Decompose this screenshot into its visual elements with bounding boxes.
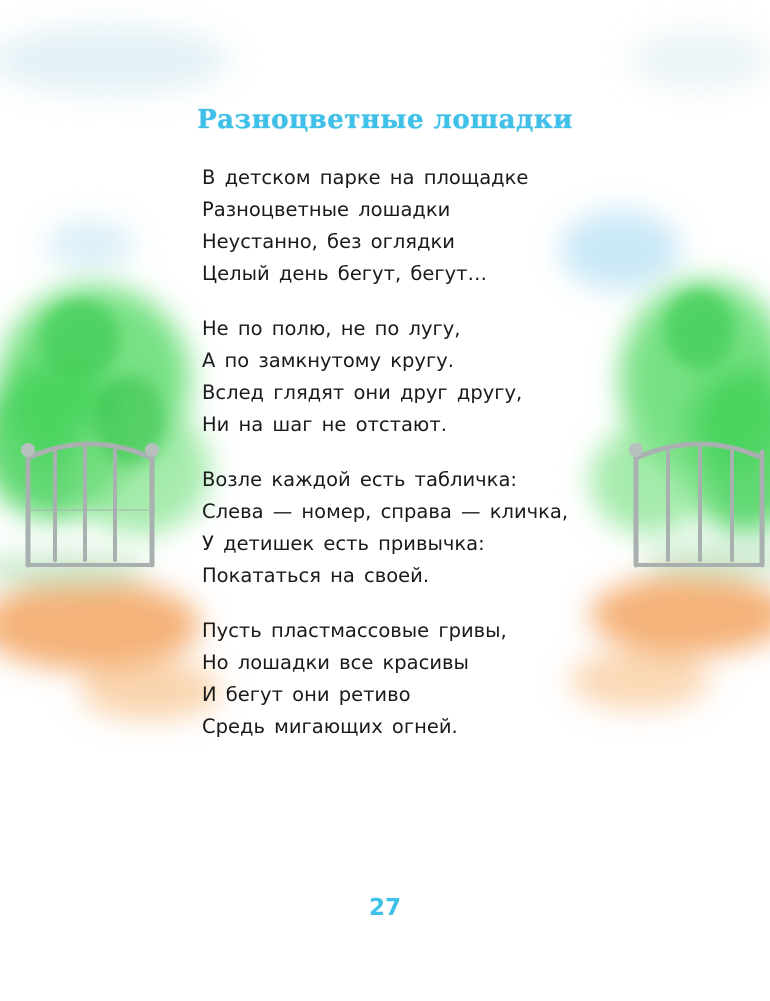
stanza bbox=[202, 615, 662, 743]
poem-line: Ни на шаг не отстают. bbox=[202, 413, 447, 436]
poem-line: Пусть пластмассовые гривы, bbox=[202, 619, 507, 642]
stanza bbox=[202, 162, 662, 290]
poem-line: Слева — номер, справа — кличка, bbox=[202, 500, 569, 523]
stanza bbox=[202, 464, 662, 592]
poem-line: И бегут они ретиво bbox=[202, 683, 411, 706]
poem-line: Вслед глядят они друг другу, bbox=[202, 381, 523, 404]
poem-line: У детишек есть привычка: bbox=[202, 532, 485, 555]
left-tree-icon bbox=[0, 285, 210, 535]
poem-line: Покататься на своей. bbox=[202, 564, 430, 587]
poem-line: Средь мигающих огней. bbox=[202, 715, 458, 738]
poem-line: Неустанно, без оглядки bbox=[202, 230, 455, 253]
stanza bbox=[202, 313, 662, 441]
poem-line: А по замкнутому кругу. bbox=[202, 349, 454, 372]
poem-line: Возле каждой есть табличка: bbox=[202, 468, 517, 491]
poem-line: Но лошадки все красивы bbox=[202, 651, 469, 674]
poem-body bbox=[202, 162, 662, 766]
poem-line: Целый день бегут, бегут… bbox=[202, 262, 488, 285]
left-path-icon bbox=[0, 552, 220, 720]
poem-line: Не по полю, не по лугу, bbox=[202, 317, 461, 340]
poem-line: В детском парке на площадке bbox=[202, 166, 529, 189]
poem-line: Разноцветные лошадки bbox=[202, 198, 451, 221]
poem-title: Разноцветные лошадки bbox=[197, 105, 573, 135]
page-number: 27 bbox=[368, 895, 401, 921]
